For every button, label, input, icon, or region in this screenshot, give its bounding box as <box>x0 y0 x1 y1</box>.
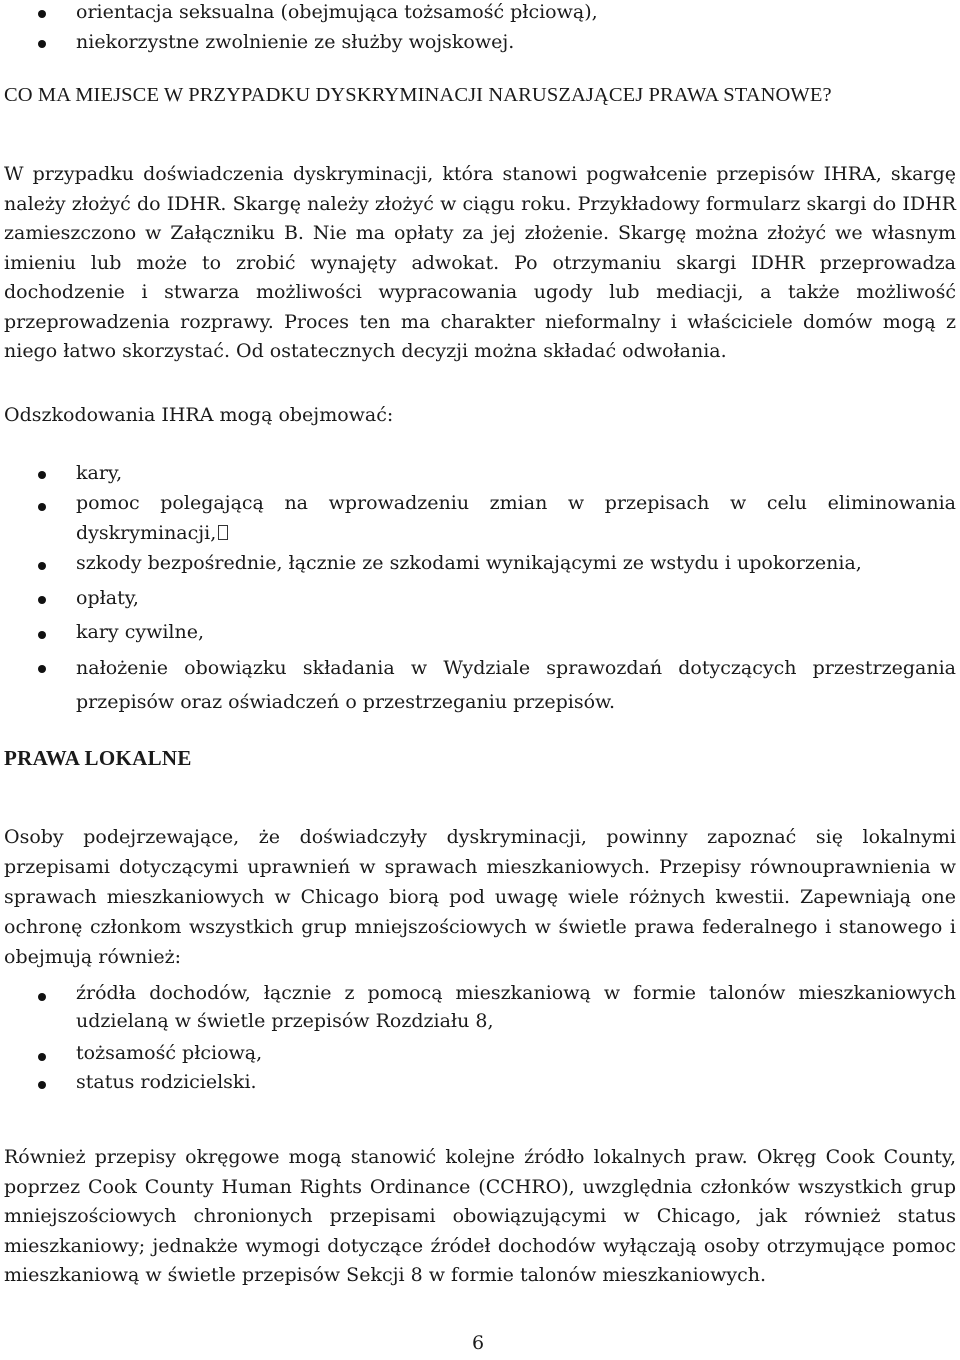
list-item-text: opłaty, <box>76 587 139 609</box>
bullet-icon <box>38 471 46 479</box>
section-heading: PRAWA LOKALNE <box>4 746 192 770</box>
section-heading: CO MA MIEJSCE W PRZYPADKU DYSKRYMINACJI NARUSZAJĄCEJ PRAWA STANOWE? <box>4 84 832 106</box>
bullet-icon <box>38 1053 46 1061</box>
bullet-icon <box>38 562 46 570</box>
list-item-text: szkody bezpośrednie, łącznie ze szkodami wynikającymi ze wstydu i upokorzenia, <box>76 552 862 574</box>
list-item-text: status rodzicielski. <box>76 1071 257 1093</box>
bullet-icon <box>38 40 46 48</box>
bullet-icon <box>38 993 46 1001</box>
list-item-text: orientacja seksualna (obejmująca tożsamość płciową), <box>76 1 598 23</box>
list-item-text: tożsamość płciową, <box>76 1042 263 1064</box>
bullet-icon <box>38 631 46 639</box>
bullet-icon <box>38 596 46 604</box>
list-item-text: nałożenie obowiązku składania w Wydziale sprawozdań dotyczących przestrzegania przepisów oraz oświadczeń o przestrzeganiu przepisów. <box>76 657 956 713</box>
section-paragraph: W przypadku doświadczenia dyskryminacji, która stanowi pogwałcenie przepisów IHRA, skargę należy złożyć do IDHR. Skargę należy złożyć w ciągu roku. Przykładowy formularz skargi do IDHR zamieszczono w Załączniku B. Nie ma opłaty za jej złożenie. Skargę można złożyć we własnym imieniu lub może to zrobić wynajęty adwokat. Po otrzymaniu skargi IDHR przeprowadza dochodzenie i stwarza możliwości wypracowania ugody lub mediacji, a także możliwość przeprowadzenia rozprawy. Proces ten ma charakter nieformalny i właściciele domów mogą z niego łatwo skorzystać. Od ostatecznych decyzji można składać odwołania. <box>4 163 956 362</box>
bullet-icon <box>38 1081 46 1089</box>
page-number: 6 <box>472 1332 485 1354</box>
list-item-text: źródła dochodów, łącznie z pomocą mieszkaniową w formie talonów mieszkaniowych udzielaną w świetle przepisów Rozdziału 8, <box>76 982 956 1032</box>
bullet-icon <box>38 10 46 18</box>
bullet-icon <box>38 665 46 673</box>
bullet-icon <box>38 503 46 511</box>
section-paragraph: Osoby podejrzewające, że doświadczyły dyskryminacji, powinny zapoznać się lokalnymi przepisami dotyczącymi uprawnień w sprawach mieszkaniowych. Przepisy równouprawnienia w sprawach mieszkaniowych w Chicago biorą pod uwagę wiele różnych kwestii. Zapewniają one ochronę członkom wszystkich grup mniejszościowych w świetle prawa federalnego i stanowego i obejmują również: <box>4 826 956 968</box>
missing-glyph-icon <box>218 525 228 540</box>
list-item-text <box>76 488 956 548</box>
list-item-text: kary, <box>76 462 123 484</box>
compensation-intro: Odszkodowania IHRA mogą obejmować: <box>4 404 394 426</box>
list-item-text: kary cywilne, <box>76 621 205 643</box>
list-item-text: niekorzystne zwolnienie ze służby wojskowej. <box>76 31 515 53</box>
list-item-label: pomoc polegającą na wprowadzeniu zmian w przepisach w celu eliminowania dyskryminacji, <box>76 492 956 544</box>
closing-paragraph: Również przepisy okręgowe mogą stanowić kolejne źródło lokalnych praw. Okręg Cook County, poprzez Cook County Human Rights Ordinance (CCHRO), uwzględnia członków wszystkich grup mniejszościowych chronionych przepisami obowiązującymi w Chicago, jak również status mieszkaniowy; jednakże wymogi dotyczące źródeł dochodów wyłączają osoby otrzymujące pomoc mieszkaniową w świetle przepisów Sekcji 8 w formie talonów mieszkaniowych. <box>4 1146 956 1286</box>
